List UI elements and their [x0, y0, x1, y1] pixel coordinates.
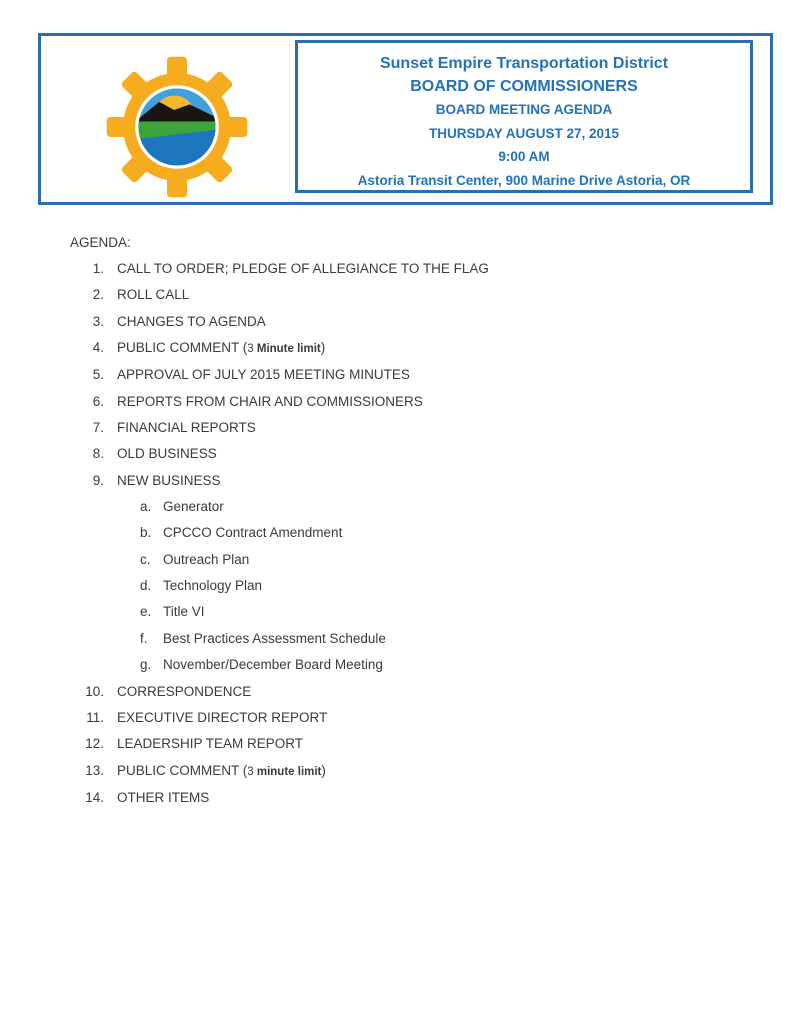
item-note: minute limit — [256, 765, 322, 778]
agenda-item-7 — [70, 415, 489, 441]
item-text: OLD BUSINESS — [117, 446, 217, 462]
item-number: 9. — [92, 472, 104, 488]
subitem-letter: c. — [140, 551, 151, 567]
subitem-text: Outreach Plan — [163, 551, 250, 567]
item-text: FINANCIAL REPORTS — [117, 420, 256, 436]
item-number: 2. — [92, 287, 104, 303]
item-number: 5. — [92, 367, 104, 383]
item-number: 14. — [85, 789, 104, 805]
setd-logo — [103, 53, 251, 201]
agenda-item-5 — [70, 362, 489, 388]
item-text-close: ) — [320, 340, 326, 356]
item-text-main: PUBLIC COMMENT ( — [117, 762, 248, 778]
item-text: CALL TO ORDER; PLEDGE OF ALLEGIANCE TO THE FLAG — [117, 261, 489, 276]
subitem-letter: b. — [140, 525, 152, 541]
agenda-item-8 — [70, 441, 489, 467]
time-line: 9:00 AM — [498, 149, 550, 164]
item-number: 8. — [92, 446, 104, 462]
item-text: LEADERSHIP TEAM REPORT — [117, 736, 304, 752]
item-number: 13. — [85, 762, 104, 778]
item-text: APPROVAL OF JULY 2015 MEETING MINUTES — [117, 367, 410, 383]
item-text-close: ) — [321, 762, 326, 778]
item-note: Minute limit — [256, 343, 321, 356]
agenda-item-3 — [70, 309, 489, 335]
subitem-letter: g. — [140, 657, 152, 673]
item-text: OTHER ITEMS — [117, 789, 210, 805]
item-text: REPORTS FROM CHAIR AND COMMISSIONERS — [117, 393, 423, 409]
header-title-box — [295, 40, 753, 193]
item-number: 3. — [92, 313, 104, 329]
agenda-subitem-c — [70, 547, 489, 573]
subitem-letter: f. — [140, 630, 148, 646]
subitem-letter: e. — [140, 604, 152, 620]
item-text — [117, 335, 325, 362]
agenda-subitem-a — [70, 494, 489, 520]
subitem-text: Best Practices Assessment Schedule — [163, 630, 386, 646]
agenda-section — [70, 230, 489, 811]
item-text: CHANGES TO AGENDA — [117, 313, 266, 329]
header-box — [38, 33, 773, 205]
org-name: Sunset Empire Transportation District — [379, 55, 669, 72]
item-text: EXECUTIVE DIRECTOR REPORT — [117, 709, 328, 725]
agenda-item-2 — [70, 282, 489, 308]
agenda-subitem-g — [70, 652, 489, 678]
item-number: 11. — [86, 709, 104, 725]
agenda-item-4 — [70, 335, 489, 362]
item-note-number: 3 — [247, 765, 257, 778]
agenda-item-10 — [70, 679, 489, 705]
agenda-item-1 — [70, 256, 489, 282]
board-line: BOARD OF COMMISSIONERS — [410, 78, 638, 95]
gear-landscape-logo — [103, 53, 251, 201]
item-text-main: PUBLIC COMMENT ( — [117, 340, 248, 356]
item-number: 7. — [92, 420, 104, 436]
item-note-number: 3 — [247, 343, 257, 356]
subitem-letter: d. — [140, 578, 152, 594]
subitem-text: Generator — [163, 499, 224, 515]
item-number: 6. — [92, 393, 104, 409]
item-number: 1. — [92, 261, 104, 276]
agenda-item-12 — [70, 731, 489, 757]
agenda-subitem-b — [70, 520, 489, 546]
item-number: 4. — [92, 340, 104, 356]
item-text: CORRESPONDENCE — [117, 683, 252, 699]
item-number: 12. — [85, 736, 104, 752]
doc-type-line: BOARD MEETING AGENDA — [435, 102, 613, 117]
agenda-label: AGENDA: — [70, 235, 131, 250]
agenda-item-14 — [70, 785, 489, 811]
item-text: ROLL CALL — [117, 287, 190, 303]
agenda-item-13 — [70, 758, 489, 785]
subitem-letter: a. — [140, 499, 152, 515]
agenda-item-11 — [70, 705, 489, 731]
item-text: NEW BUSINESS — [117, 472, 221, 488]
subitem-text: Technology Plan — [163, 578, 263, 594]
subitem-text: Title VI — [163, 604, 205, 620]
agenda-subitem-f — [70, 626, 489, 652]
subitem-text: November/December Board Meeting — [163, 657, 383, 673]
date-line: THURSDAY AUGUST 27, 2015 — [428, 125, 620, 141]
agenda-subitem-d — [70, 573, 489, 599]
subitem-text: CPCCO Contract Amendment — [163, 525, 343, 541]
location-line: Astoria Transit Center, 900 Marine Drive Astoria, OR — [357, 172, 691, 188]
agenda-item-9 — [70, 468, 489, 494]
agenda-item-6 — [70, 389, 489, 415]
agenda-subitem-e — [70, 599, 489, 625]
item-number: 10. — [85, 683, 104, 699]
item-text — [117, 758, 326, 785]
